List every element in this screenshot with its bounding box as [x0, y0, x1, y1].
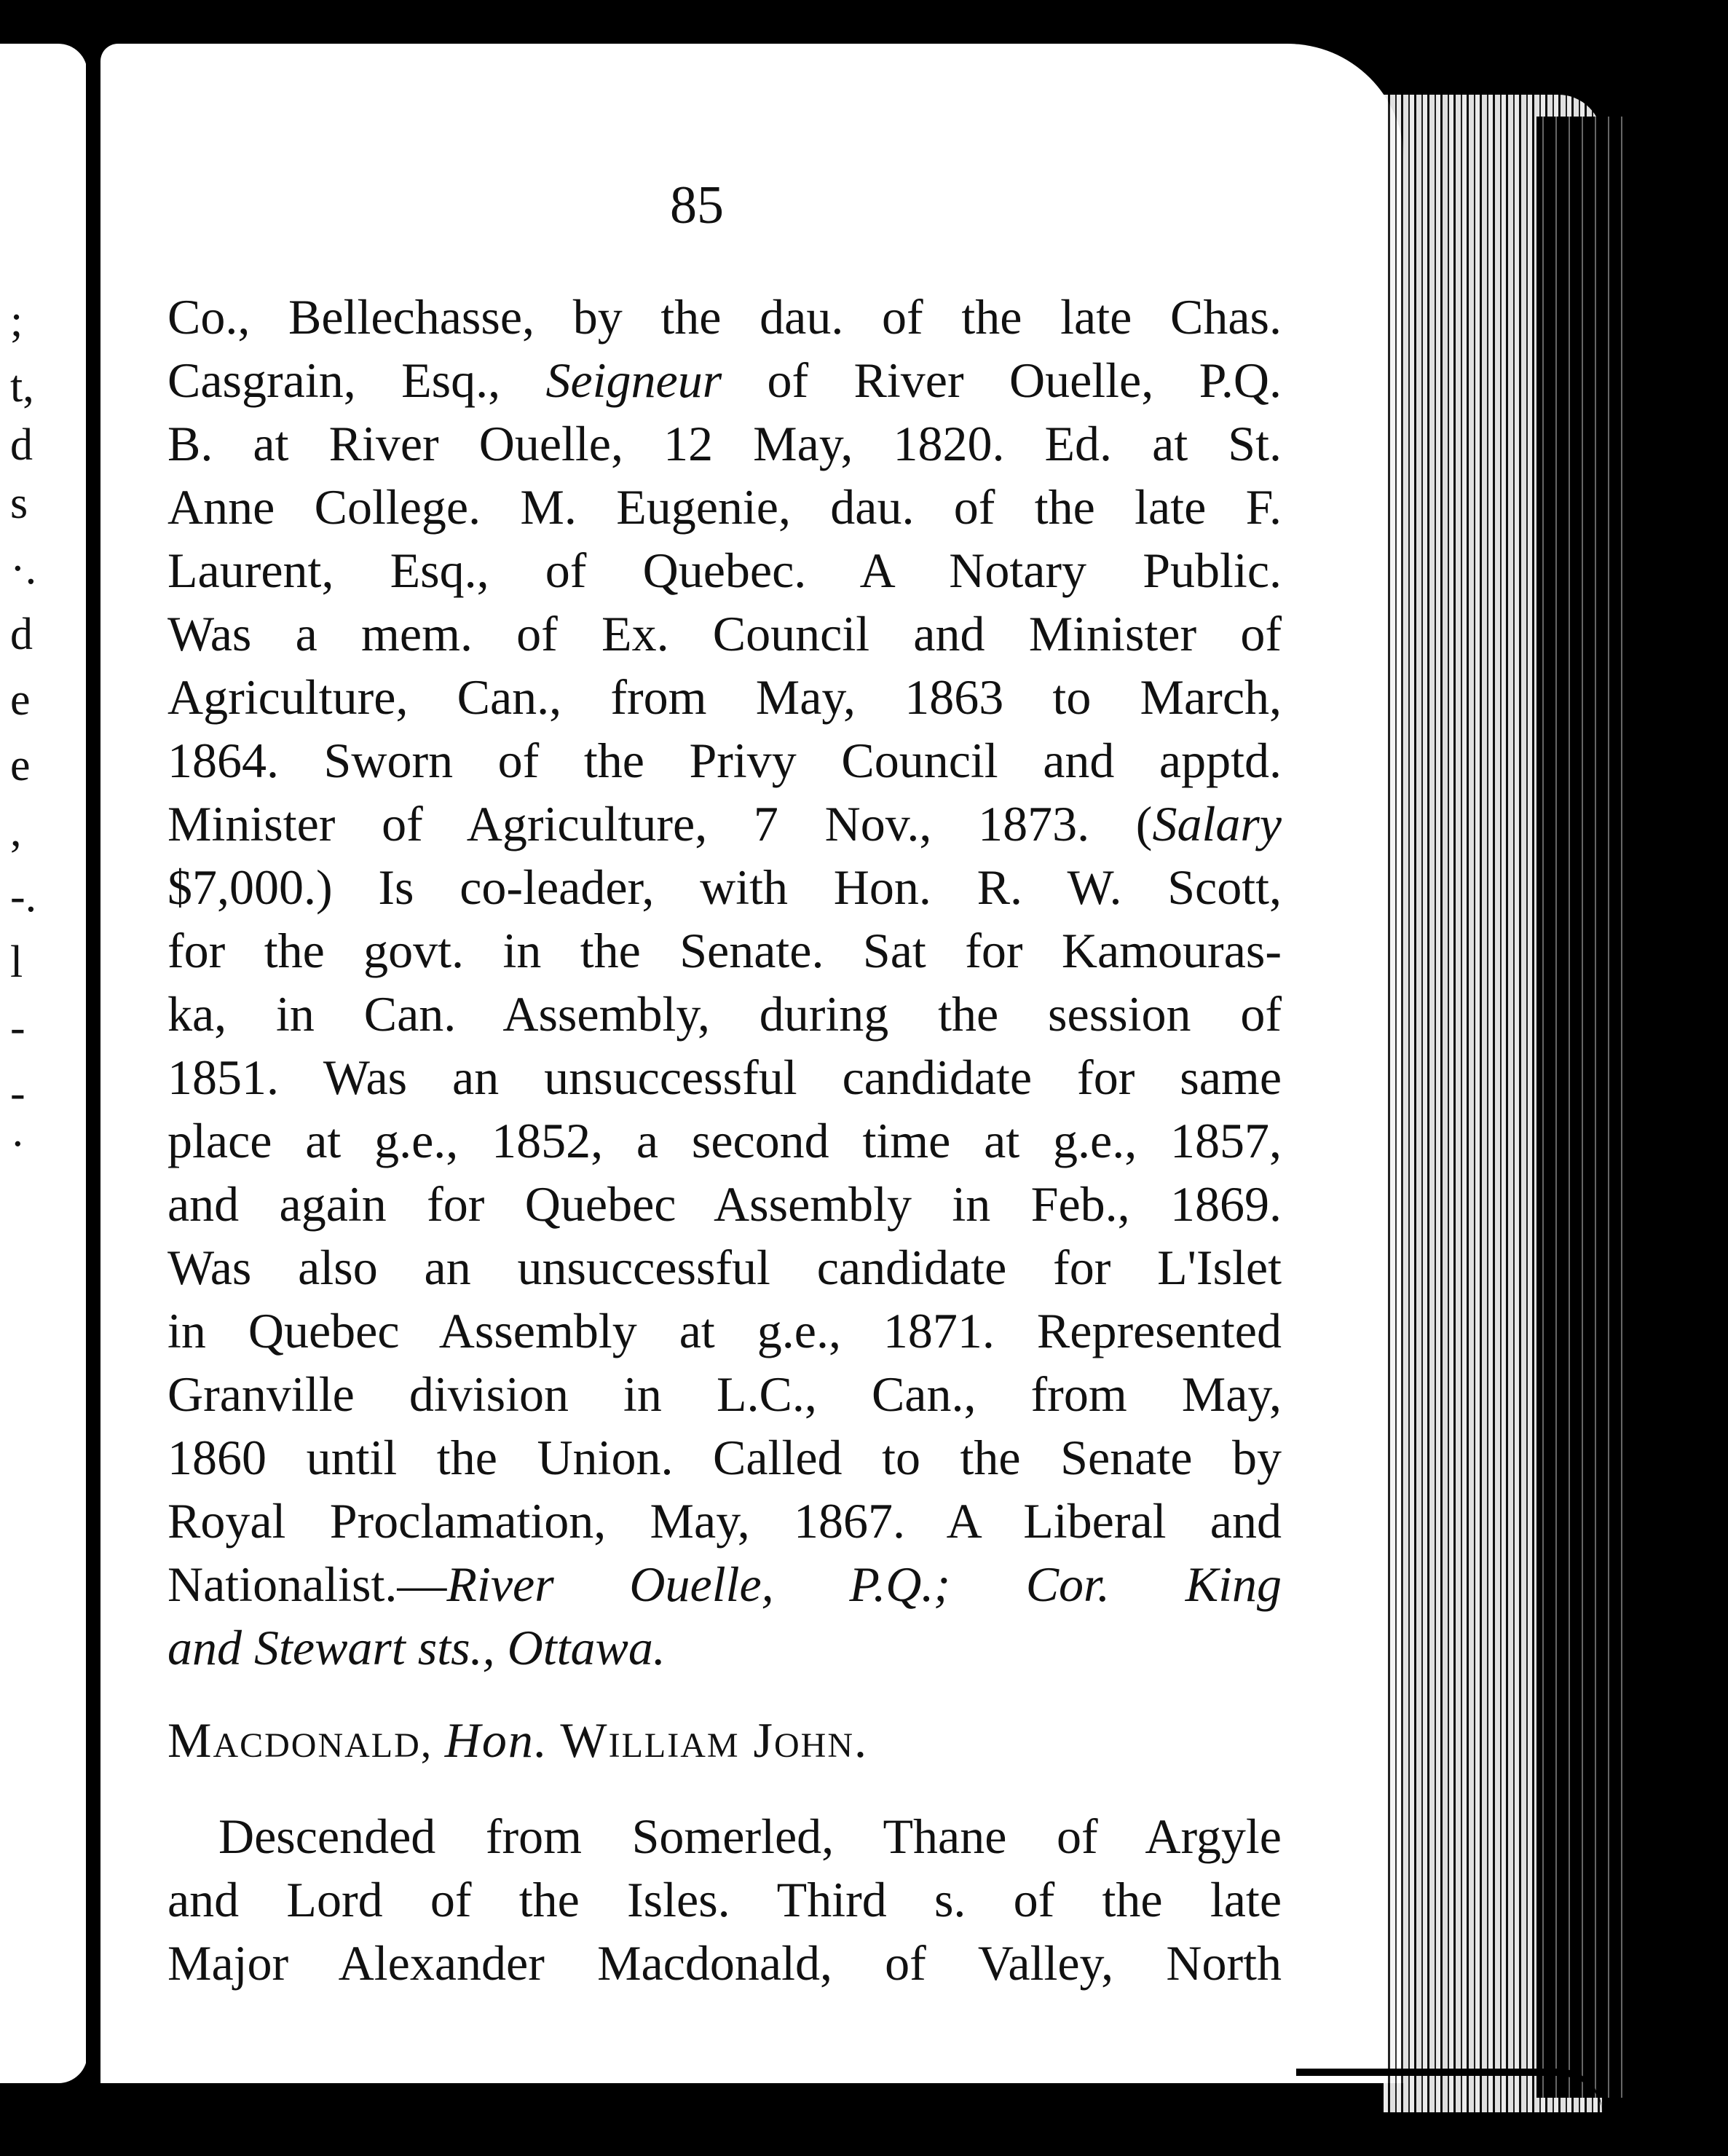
left-margin-char: t,	[10, 362, 34, 412]
left-page-fragment	[0, 44, 87, 2083]
left-margin-char: e	[10, 675, 31, 725]
text-line: Laurent, Esq., of Quebec. A Notary Public.	[167, 543, 1282, 598]
text-line: Agriculture, Can., from May, 1863 to March,	[167, 669, 1282, 725]
left-margin-char: ·	[10, 1120, 25, 1169]
page-number: 85	[670, 176, 724, 235]
entry-given-names: William John.	[560, 1712, 868, 1768]
left-margin-char: -	[10, 1003, 25, 1053]
text-fragment: Minister of Agriculture, 7 Nov., 1873. (Salary	[167, 796, 1282, 851]
text-line	[167, 1616, 1282, 1680]
text-line: Descended from Somerled, Thane of Argyle	[218, 1809, 1282, 1864]
left-margin-char: e	[10, 741, 31, 790]
text-line: and again for Quebec Assembly in Feb., 1869.	[167, 1176, 1282, 1232]
entry-title: Hon.	[444, 1712, 548, 1768]
text-line: in Quebec Assembly at g.e., 1871. Represented	[167, 1303, 1282, 1358]
text-line	[167, 792, 1282, 856]
text-line: for the govt. in the Senate. Sat for Kamouras-	[167, 923, 1282, 978]
left-margin-char: ·.	[10, 544, 37, 594]
text-line: ka, in Can. Assembly, during the session of	[167, 986, 1282, 1042]
text-line: Major Alexander Macdonald, of Valley, North	[167, 1935, 1282, 1991]
text-line: and Lord of the Isles. Third s. of the late	[167, 1872, 1282, 1927]
text-line: 1851. Was an unsuccessful candidate for same	[167, 1050, 1282, 1105]
page-curl	[1296, 2069, 1602, 2120]
text-line: Co., Bellechasse, by the dau. of the late Chas.	[167, 289, 1282, 345]
page-edges-shadow	[1536, 117, 1624, 2098]
text-fragment: and Stewart sts., Ottawa.	[167, 1620, 666, 1675]
text-line	[167, 349, 1282, 412]
text-line: 1860 until the Union. Called to the Senate by	[167, 1430, 1282, 1485]
left-margin-char: ,	[10, 806, 22, 856]
left-margin-char: -	[10, 1069, 25, 1118]
text-fragment: Nationalist.—River Ouelle, P.Q.; Cor. King	[167, 1557, 1282, 1612]
text-line: Royal Proclamation, May, 1867. A Liberal and	[167, 1493, 1282, 1549]
entry-surname: Macdonald	[167, 1712, 421, 1768]
text-line: B. at River Ouelle, 12 May, 1820. Ed. at St.	[167, 416, 1282, 471]
left-margin-char: d	[10, 420, 33, 470]
text-line: 1864. Sworn of the Privy Council and apptd.	[167, 733, 1282, 788]
entry-continuation	[167, 286, 1282, 1680]
left-margin-char: d	[10, 610, 33, 659]
left-margin-char: l	[10, 937, 23, 987]
text-line: Anne College. M. Eugenie, dau. of the late F.	[167, 479, 1282, 535]
left-margin-char: ;	[10, 296, 23, 346]
text-line: $7,000.) Is co-leader, with Hon. R. W. Scott,	[167, 859, 1282, 915]
entry-heading: Macdonald, Hon. William John.	[167, 1712, 868, 1768]
entry-body	[167, 1805, 1282, 1995]
text-fragment: Casgrain, Esq., Seigneur of River Ouelle, P.Q.	[167, 353, 1282, 408]
left-margin-char: s	[10, 479, 28, 528]
book-gutter	[86, 51, 93, 2076]
text-line: Granville division in L.C., Can., from May,	[167, 1366, 1282, 1422]
text-line: Was a mem. of Ex. Council and Minister of	[167, 606, 1282, 661]
text-line: place at g.e., 1852, a second time at g.e., 1857,	[167, 1113, 1282, 1168]
left-margin-char: -.	[10, 872, 37, 921]
text-line: Was also an unsuccessful candidate for L'Islet	[167, 1240, 1282, 1295]
text-line	[167, 1553, 1282, 1616]
